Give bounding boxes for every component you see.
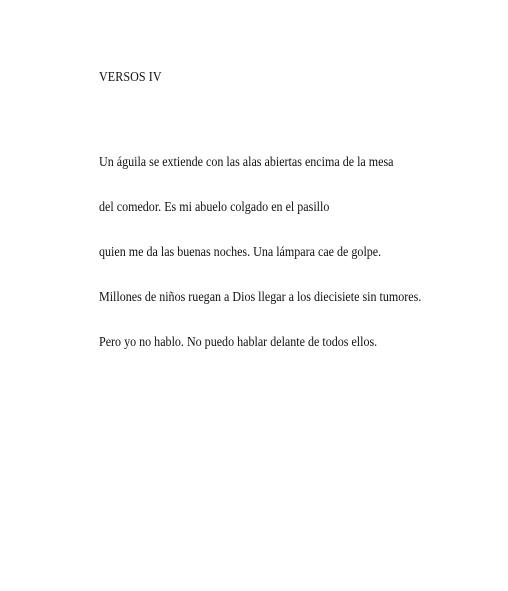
- poem-line: del comedor. Es mi abuelo colgado en el pasillo: [99, 200, 330, 215]
- poem-line: Un águila se extiende con las alas abiertas encima de la mesa: [99, 155, 394, 170]
- poem-line: Pero yo no hablo. No puedo hablar delante de todos ellos.: [99, 335, 378, 350]
- poem-body: [99, 154, 474, 379]
- poem-title: VERSOS IV: [99, 70, 162, 85]
- poem-line: quien me da las buenas noches. Una lámpara cae de golpe.: [99, 245, 382, 260]
- poem-line: Millones de niños ruegan a Dios llegar a los diecisiete sin tumores.: [99, 290, 422, 305]
